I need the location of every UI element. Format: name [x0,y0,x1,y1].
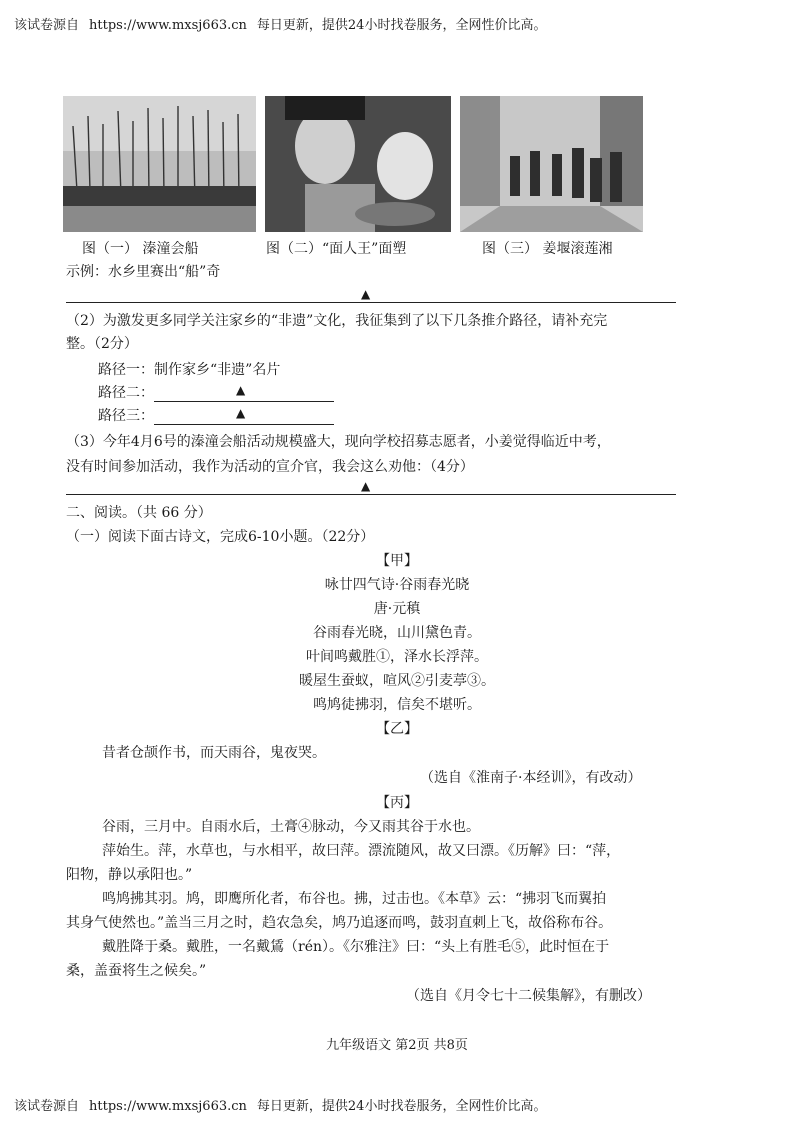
example-text: 示例：水乡里赛出“船”奇 [66,264,221,280]
yi-source: （选自《淮南子·本经训》，有改动） [420,770,642,786]
q2-path3-row [98,405,334,425]
watermark-url[interactable]: https://www.mxsj663.cn [89,1099,247,1114]
watermark-url[interactable]: https://www.mxsj663.cn [89,18,247,33]
poem-author: 唐·元稹 [373,601,421,617]
part-1-instruction: （一）阅读下面古诗文，完成6-10小题。（22分） [66,529,375,545]
q3-line1: （3）今年4月6号的溱潼会船活动规模盛大，现向学校招募志愿者，小姜觉得临近中考， [66,434,611,450]
watermark-bottom [14,1095,556,1114]
bing-p1: 谷雨，三月中。自雨水后，土膏④脉动，今又雨其谷于水也。 [102,819,480,835]
bing-p3b: 其身气使然也。”盖当三月之时，趋农急矣，鸠乃追逐而鸣，鼓羽直刺上飞，故俗称布谷。 [66,915,613,931]
bing-p4a: 戴胜降于桑。戴胜，一名戴鵀（rén）。《尔雅注》曰：“头上有胜毛⑤，此时恒在于 [102,939,610,955]
yi-text: 昔者仓颉作书，而天雨谷，鬼夜哭。 [102,745,326,761]
q2-path2-row [98,382,334,402]
q2-line2: 整。（2分） [66,336,138,352]
q2-path1: 路径一：制作家乡“非遗”名片 [98,362,281,378]
poem-title: 咏廿四气诗·谷雨春光晓 [324,577,470,593]
photo-caption-1: 图（一） 溱潼会船 [82,241,199,257]
photo-caption-3: 图（三） 姜堰滚莲湘 [482,241,613,257]
bing-source: （选自《月令七十二候集解》，有删改） [406,988,651,1004]
yi-label: 【乙】 [376,721,418,737]
q2-path3-blank[interactable] [154,406,334,425]
q2-path3-label: 路径三： [98,408,154,424]
photo-boats [63,96,256,232]
bing-label: 【丙】 [376,795,418,811]
poem-line-3: 暖屋生蚕蚁，喧风②引麦葶③。 [299,673,495,689]
watermark-top [14,14,556,33]
poem-line-1: 谷雨春光晓，山川黛色青。 [313,625,481,641]
poem-line-4: 鸣鸠徒拂羽，信矣不堪听。 [313,697,481,713]
poem-line-2: 叶间鸣戴胜①，泽水长浮萍。 [306,649,488,665]
watermark-text: 每日更新，提供24小时找卷服务，全网性价比高。 [256,18,547,33]
bing-p2b: 阳物，静以承阳也。” [66,867,193,883]
section-2-heading: 二、阅读。（共 66 分） [66,505,212,521]
q3-line2: 没有时间参加活动，我作为活动的宣介官，我会这么劝他：（4分） [66,459,474,475]
q2-path2-label: 路径二： [98,385,154,401]
photo-caption-2: 图（二）“面人王”面塑 [266,241,407,257]
photo-dough-figurine [265,96,451,232]
bing-p3a: 鸣鸠拂其羽。鸠，即鹰所化者，布谷也。拂，过击也。《本草》云：“拂羽飞而翼拍 [102,891,607,907]
photo-street-parade [460,96,643,232]
watermark-text: 每日更新，提供24小时找卷服务，全网性价比高。 [256,1099,547,1114]
answer-mark: ▲ [361,287,371,301]
jia-label: 【甲】 [376,553,418,569]
watermark-prefix: 该试卷源自 [14,1099,80,1114]
answer-mark: ▲ [361,479,371,493]
q2-line1: （2）为激发更多同学关注家乡的“非遗”文化，我征集到了以下几条推介路径，请补充完 [66,313,608,329]
answer-line-2[interactable] [66,494,676,495]
bing-p4b: 桑，盖蚕将生之候矣。” [66,963,207,979]
answer-mark: ▲ [236,383,246,397]
q2-path2-blank[interactable] [154,383,334,402]
answer-mark: ▲ [236,406,246,420]
page-footer: 九年级语文 第2页 共8页 [326,1038,468,1053]
answer-line-1[interactable] [66,302,676,303]
watermark-prefix: 该试卷源自 [14,18,80,33]
bing-p2a: 萍始生。萍，水草也，与水相平，故曰萍。漂流随风，故又曰漂。《历解》曰：“萍， [102,843,621,859]
